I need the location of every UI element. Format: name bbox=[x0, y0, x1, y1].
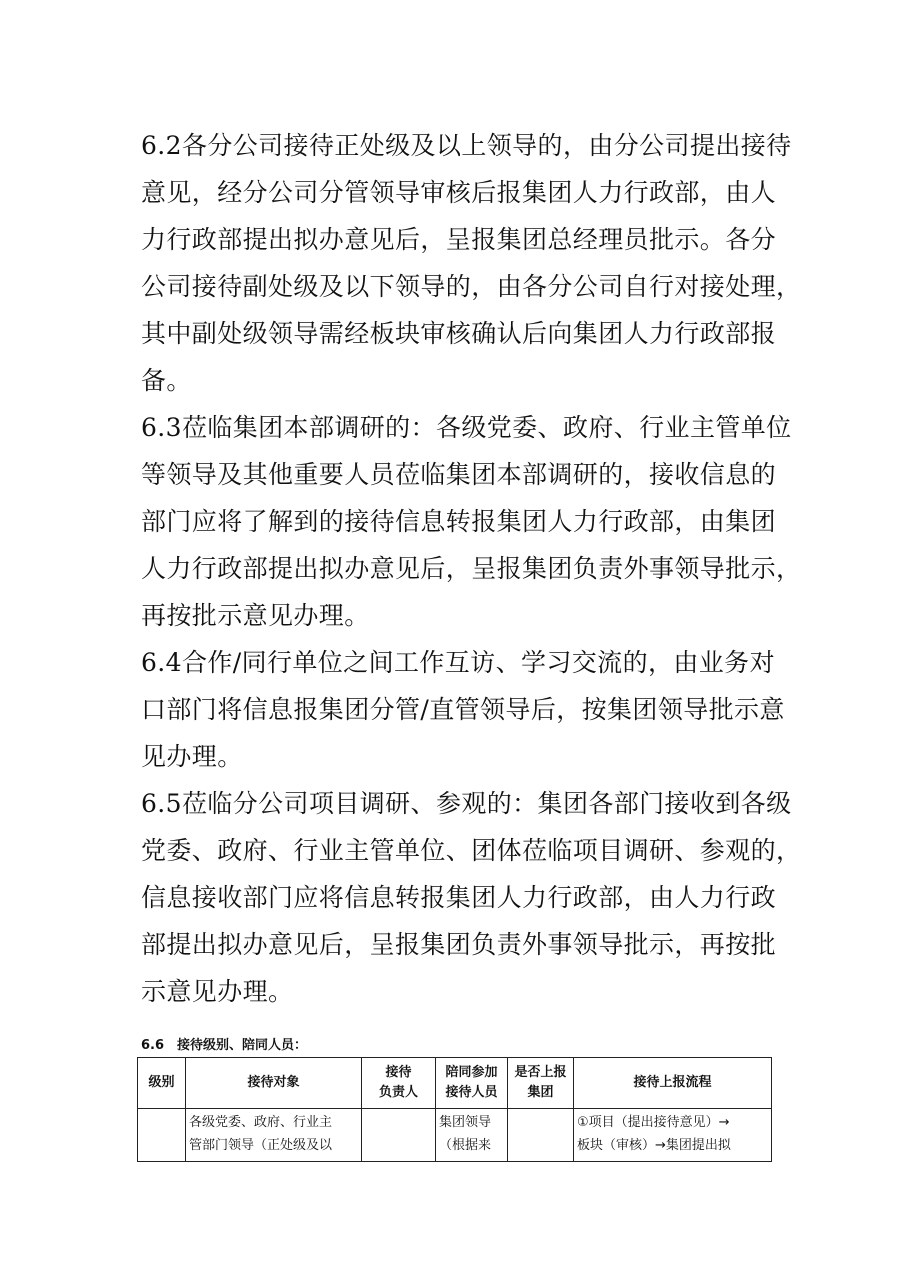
cell-line: ①项目（提出接待意见）→ bbox=[577, 1115, 730, 1130]
header-accompany-line: 陪同参加 bbox=[445, 1065, 498, 1080]
text-line: 再按批示意见办理。 bbox=[141, 601, 370, 630]
body-text bbox=[141, 122, 802, 1015]
cell-report bbox=[508, 1109, 574, 1162]
text-line: 口部门将信息报集团分管/直管领导后，按集团领导批示意 bbox=[141, 695, 785, 724]
text-line: 力行政部提出拟办意见后，呈报集团总经理员批示。各分 bbox=[141, 225, 777, 254]
header-flow: 接待上报流程 bbox=[574, 1058, 772, 1109]
text-line: 公司接待副处级及以下领导的，由各分公司自行对接处理， bbox=[141, 272, 802, 301]
header-report-line: 集团 bbox=[527, 1085, 554, 1100]
header-report bbox=[508, 1058, 574, 1109]
text-line: 意见，经分公司分管领导审核后报集团人力行政部，由人 bbox=[141, 178, 777, 207]
text-line: 等领导及其他重要人员莅临集团本部调研的，接收信息的 bbox=[141, 460, 777, 489]
header-target: 接待对象 bbox=[186, 1058, 362, 1109]
cell-target bbox=[186, 1109, 362, 1162]
text-line: 人力行政部提出拟办意见后，呈报集团负责外事领导批示， bbox=[141, 554, 802, 583]
text-line: 部门应将了解到的接待信息转报集团人力行政部，由集团 bbox=[141, 507, 777, 536]
cell-line: （根据来 bbox=[439, 1138, 492, 1153]
text-line: 6.3莅临集团本部调研的：各级党委、政府、行业主管单位 bbox=[141, 413, 792, 442]
text-line: 6.5莅临分公司项目调研、参观的：集团各部门接收到各级 bbox=[141, 789, 792, 818]
table-header-row bbox=[138, 1058, 772, 1109]
text-line: 示意见办理。 bbox=[141, 977, 294, 1006]
cell-line: 集团领导 bbox=[439, 1115, 492, 1130]
text-line: 见办理。 bbox=[141, 742, 243, 771]
header-level: 级别 bbox=[138, 1058, 186, 1109]
header-owner-line: 接待 bbox=[385, 1065, 412, 1080]
header-accompany-line: 接待人员 bbox=[445, 1085, 498, 1100]
cell-owner bbox=[362, 1109, 436, 1162]
text-line: 其中副处级领导需经板块审核确认后向集团人力行政部报 bbox=[141, 319, 777, 348]
cell-level bbox=[138, 1109, 186, 1162]
header-accompany bbox=[436, 1058, 508, 1109]
cell-accompany bbox=[436, 1109, 508, 1162]
section-title: 6.6 接待级别、陪同人员： bbox=[141, 1038, 308, 1053]
text-line: 备。 bbox=[141, 366, 192, 395]
cell-line: 管部门领导（正处级及以 bbox=[189, 1138, 333, 1153]
cell-line: 各级党委、政府、行业主 bbox=[189, 1115, 333, 1130]
header-owner bbox=[362, 1058, 436, 1109]
text-line: 6.4合作/同行单位之间工作互访、学习交流的，由业务对 bbox=[141, 648, 775, 677]
table-row bbox=[138, 1109, 772, 1162]
text-line: 党委、政府、行业主管单位、团体莅临项目调研、参观的， bbox=[141, 836, 802, 865]
text-line: 信息接收部门应将信息转报集团人力行政部，由人力行政 bbox=[141, 883, 777, 912]
header-report-line: 是否上报 bbox=[514, 1065, 567, 1080]
reception-table bbox=[137, 1057, 772, 1162]
cell-flow bbox=[574, 1109, 772, 1162]
text-line: 部提出拟办意见后，呈报集团负责外事领导批示，再按批 bbox=[141, 930, 777, 959]
header-owner-line: 负责人 bbox=[378, 1085, 418, 1100]
cell-line: 板块（审核）→集团提出拟 bbox=[577, 1138, 731, 1153]
text-line: 6.2各分公司接待正处级及以上领导的，由分公司提出接待 bbox=[141, 131, 792, 160]
